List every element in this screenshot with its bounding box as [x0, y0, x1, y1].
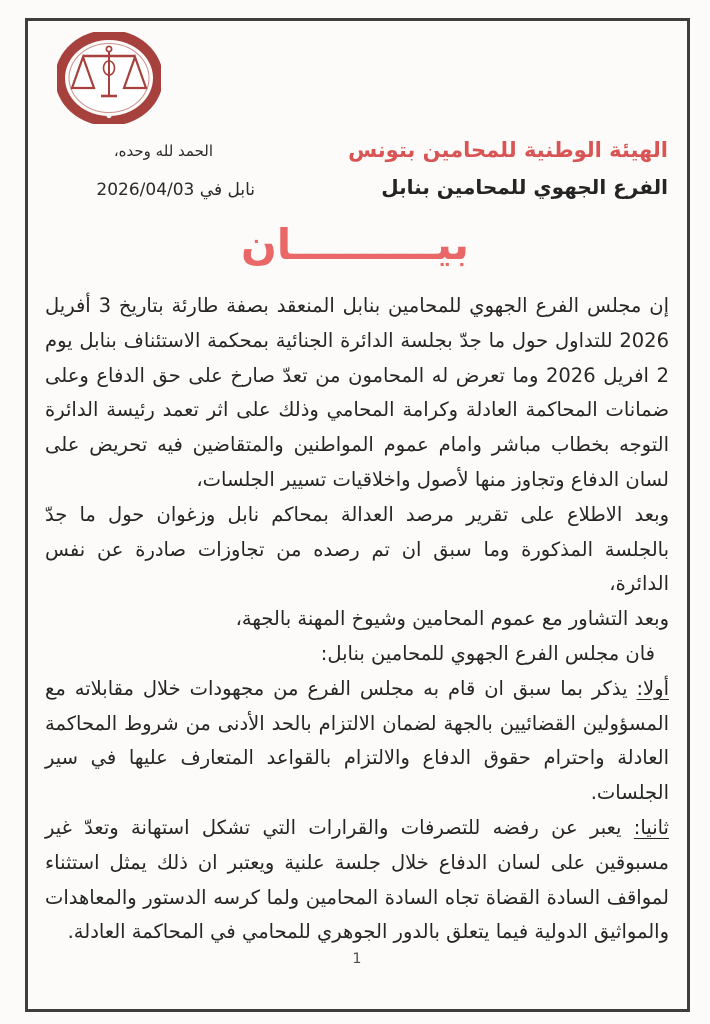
invocation-text: الحمد لله وحده، [113, 142, 213, 160]
paragraph-intro [45, 289, 669, 498]
paragraph-text: وبعد الاطلاع على تقرير مرصد العدالة بمحاكم نابل وزغوان حول ما جدّ بالجلسة المذكورة وما سبق ان تم رصده من تجاوزات صادرة عن نفس الدائرة، [45, 502, 669, 596]
paragraph-text: يذكر بما سبق ان قام به مجلس الفرع من مجهودات خلال مقابلاته مع المسؤولين القضائيين بالجهة لضمان الالتزام بالحد الأدنى من شروط المحاكمة العادلة واحترام حقوق الدفاع والالتزام بالقواعد المتعارف عليها في سير الجلسات. [45, 676, 669, 805]
paragraph-council-decides [45, 637, 669, 672]
paragraph-text: فان مجلس الفرع الجهوي للمحامين بنابل: [320, 641, 655, 665]
paragraph-text: وبعد التشاور مع عموم المحامين وشيوخ المهنة بالجهة، [235, 607, 669, 631]
scales-of-justice-icon [57, 32, 161, 124]
paragraph-report [45, 498, 669, 602]
statement-body [45, 289, 669, 950]
paragraph-text: يعبر عن رفضه للتصرفات والقرارات التي تشكل استهانة وتعدّ غير مسبوقين على لسان الدفاع خلال جلسة علنية ويعتبر ان ذلك يمثل استثناء لمواقف السادة القضاة تجاه السادة المحامين ولما كرسه الدستور والمعاهدات والمواثيق الدولية فيما يتعلق بالدور الجوهري للمحامي في المحاكمة العادلة. [45, 815, 669, 944]
header-organization-block [348, 132, 668, 206]
place-and-date: نابل في 2026/04/03 [96, 180, 255, 200]
paragraph-text: إن مجلس الفرع الجهوي للمحامين بنابل المنعقد بصفة طارئة بتاريخ 3 أفريل 2026 للتداول حول ما جدّ بجلسة الدائرة الجنائية بمحكمة الاستئناف بنابل يوم 2 افريل 2026 وما تعرض له المحامون من تعدّ صارخ على حق الدفاع وعلى ضمانات المحاكمة العادلة وكرامة المحامي وذلك على اثر تعمد رئيسة الدائرة التوجه بخطاب مباشر وامام عموم المواطنين والمتقاضين فيه تحريض على لسان الدفاع وتجاوز منها لأصول واخلاقيات تسيير الجلسات، [45, 294, 669, 491]
national-bar-name: الهيئة الوطنية للمحامين بتونس [348, 138, 668, 162]
first-point-label: أولا: [636, 676, 669, 700]
paragraph-second-point [45, 811, 669, 950]
regional-branch-name: الفرع الجهوي للمحامين بنابل [381, 175, 668, 199]
page-number: 1 [352, 951, 362, 967]
statement-title: بيــــــــــان [240, 220, 470, 269]
paragraph-consultation [45, 602, 669, 637]
paragraph-first-point [45, 672, 669, 811]
bar-association-seal [57, 32, 161, 124]
second-point-label: ثانيا: [633, 815, 669, 839]
